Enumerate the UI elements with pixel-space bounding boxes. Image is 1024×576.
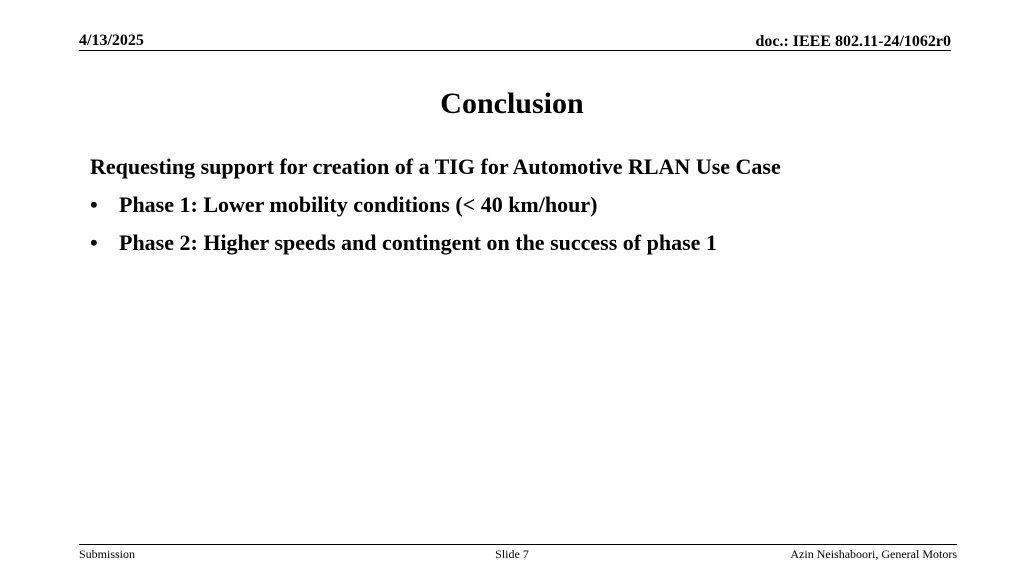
bullet-list	[90, 190, 950, 258]
footer-slide-number: Slide 7	[495, 547, 529, 561]
footer-submission: Submission	[79, 547, 136, 561]
bullet-icon: •	[90, 230, 98, 255]
lead-statement: Requesting support for creation of a TIG for Automotive RLAN Use Case	[90, 154, 781, 179]
header-date: 4/13/2025	[79, 32, 144, 49]
bullet-item-phase-2	[90, 228, 950, 258]
footer-author: Azin Neishaboori, General Motors	[790, 547, 957, 561]
bullet-text: Phase 2: Higher speeds and contingent on the success of phase 1	[119, 230, 717, 255]
slide-title: Conclusion	[440, 87, 584, 120]
bullet-icon: •	[90, 192, 98, 217]
bullet-item-phase-1	[90, 190, 950, 220]
header-doc-id: doc.: IEEE 802.11-24/1062r0	[755, 33, 951, 50]
slide-body	[90, 152, 950, 266]
bullet-text: Phase 1: Lower mobility conditions (< 40 km/hour)	[119, 192, 598, 217]
header-divider	[79, 50, 951, 51]
footer-divider	[79, 544, 957, 545]
